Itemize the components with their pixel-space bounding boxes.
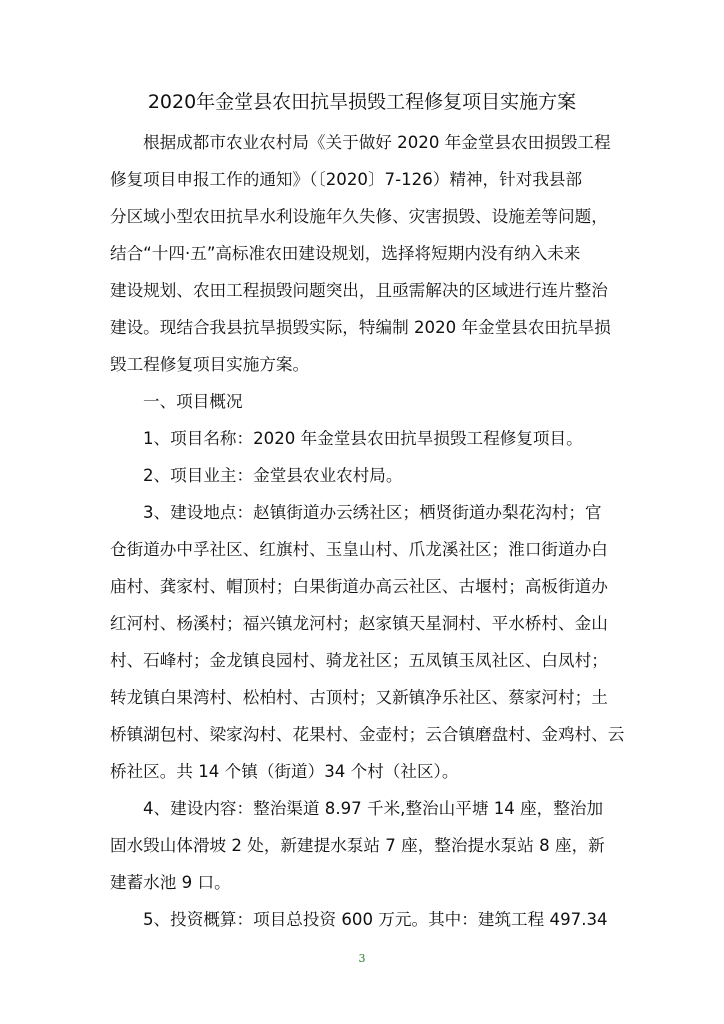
document-title: 2020年金堂县农田抗旱损毁工程修复项目实施方案 — [147, 91, 577, 113]
paragraph-line: 桥镇湖包村、梁家沟村、花果村、金壶村；云合镇磨盘村、金鸡村、云 — [110, 725, 625, 744]
list-item: 1、项目名称：2020 年金堂县农田抗旱损毁工程修复项目。 — [143, 429, 583, 448]
section-heading: 一、项目概况 — [143, 392, 243, 411]
paragraph-line: 固水毁山体滑坡 2 处，新建提水泵站 7 座，整治提水泵站 8 座，新 — [110, 836, 605, 855]
paragraph-line: 建蓄水池 9 口。 — [110, 873, 231, 892]
list-item: 4、建设内容：整治渠道 8.97 千米,整治山平塘 14 座，整治加 — [143, 799, 604, 818]
paragraph-line: 结合“十四·五”高标准农田建设规划，选择将短期内没有纳入未来 — [110, 244, 581, 263]
list-item: 3、建设地点：赵镇街道办云绣社区；栖贤街道办梨花沟村；官 — [143, 503, 602, 522]
paragraph-line: 建设。现结合我县抗旱损毁实际，特编制 2020 年金堂县农田抗旱损 — [110, 318, 611, 337]
paragraph-line: 转龙镇白果湾村、松柏村、古顶村；又新镇净乐社区、蔡家河村；土 — [110, 688, 608, 707]
paragraph-line: 毁工程修复项目实施方案。 — [110, 355, 310, 374]
paragraph-line: 根据成都市农业农村局《关于做好 2020 年金堂县农田损毁工程 — [143, 133, 611, 152]
paragraph-line: 建设规划、农田工程损毁问题突出，且亟需解决的区域进行连片整治 — [110, 281, 608, 300]
paragraph-line: 桥社区。共 14 个镇（街道）34 个村（社区）。 — [110, 762, 459, 781]
paragraph-line: 仓街道办中孚社区、红旗村、玉皇山村、爪龙溪社区；淮口街道办白 — [110, 540, 608, 559]
list-item: 5、投资概算：项目总投资 600 万元。其中：建筑工程 497.34 — [143, 910, 608, 929]
page-number: 3 — [358, 952, 366, 965]
paragraph-line: 庙村、龚家村、帽顶村；白果街道办高云社区、古堰村；高板街道办 — [110, 577, 608, 596]
list-item: 2、项目业主：金堂县农业农村局。 — [143, 466, 403, 485]
paragraph-line: 修复项目申报工作的通知》（〔2020〕7-126）精神，针对我县部 — [110, 170, 583, 189]
paragraph-line: 红河村、杨溪村；福兴镇龙河村；赵家镇天星洞村、平水桥村、金山 — [110, 614, 608, 633]
paragraph-line: 分区域小型农田抗旱水利设施年久失修、灾害损毁、设施差等问题， — [110, 207, 608, 226]
paragraph-line: 村、石峰村；金龙镇良园村、骑龙社区；五凤镇玉凤社区、白凤村； — [110, 651, 608, 670]
